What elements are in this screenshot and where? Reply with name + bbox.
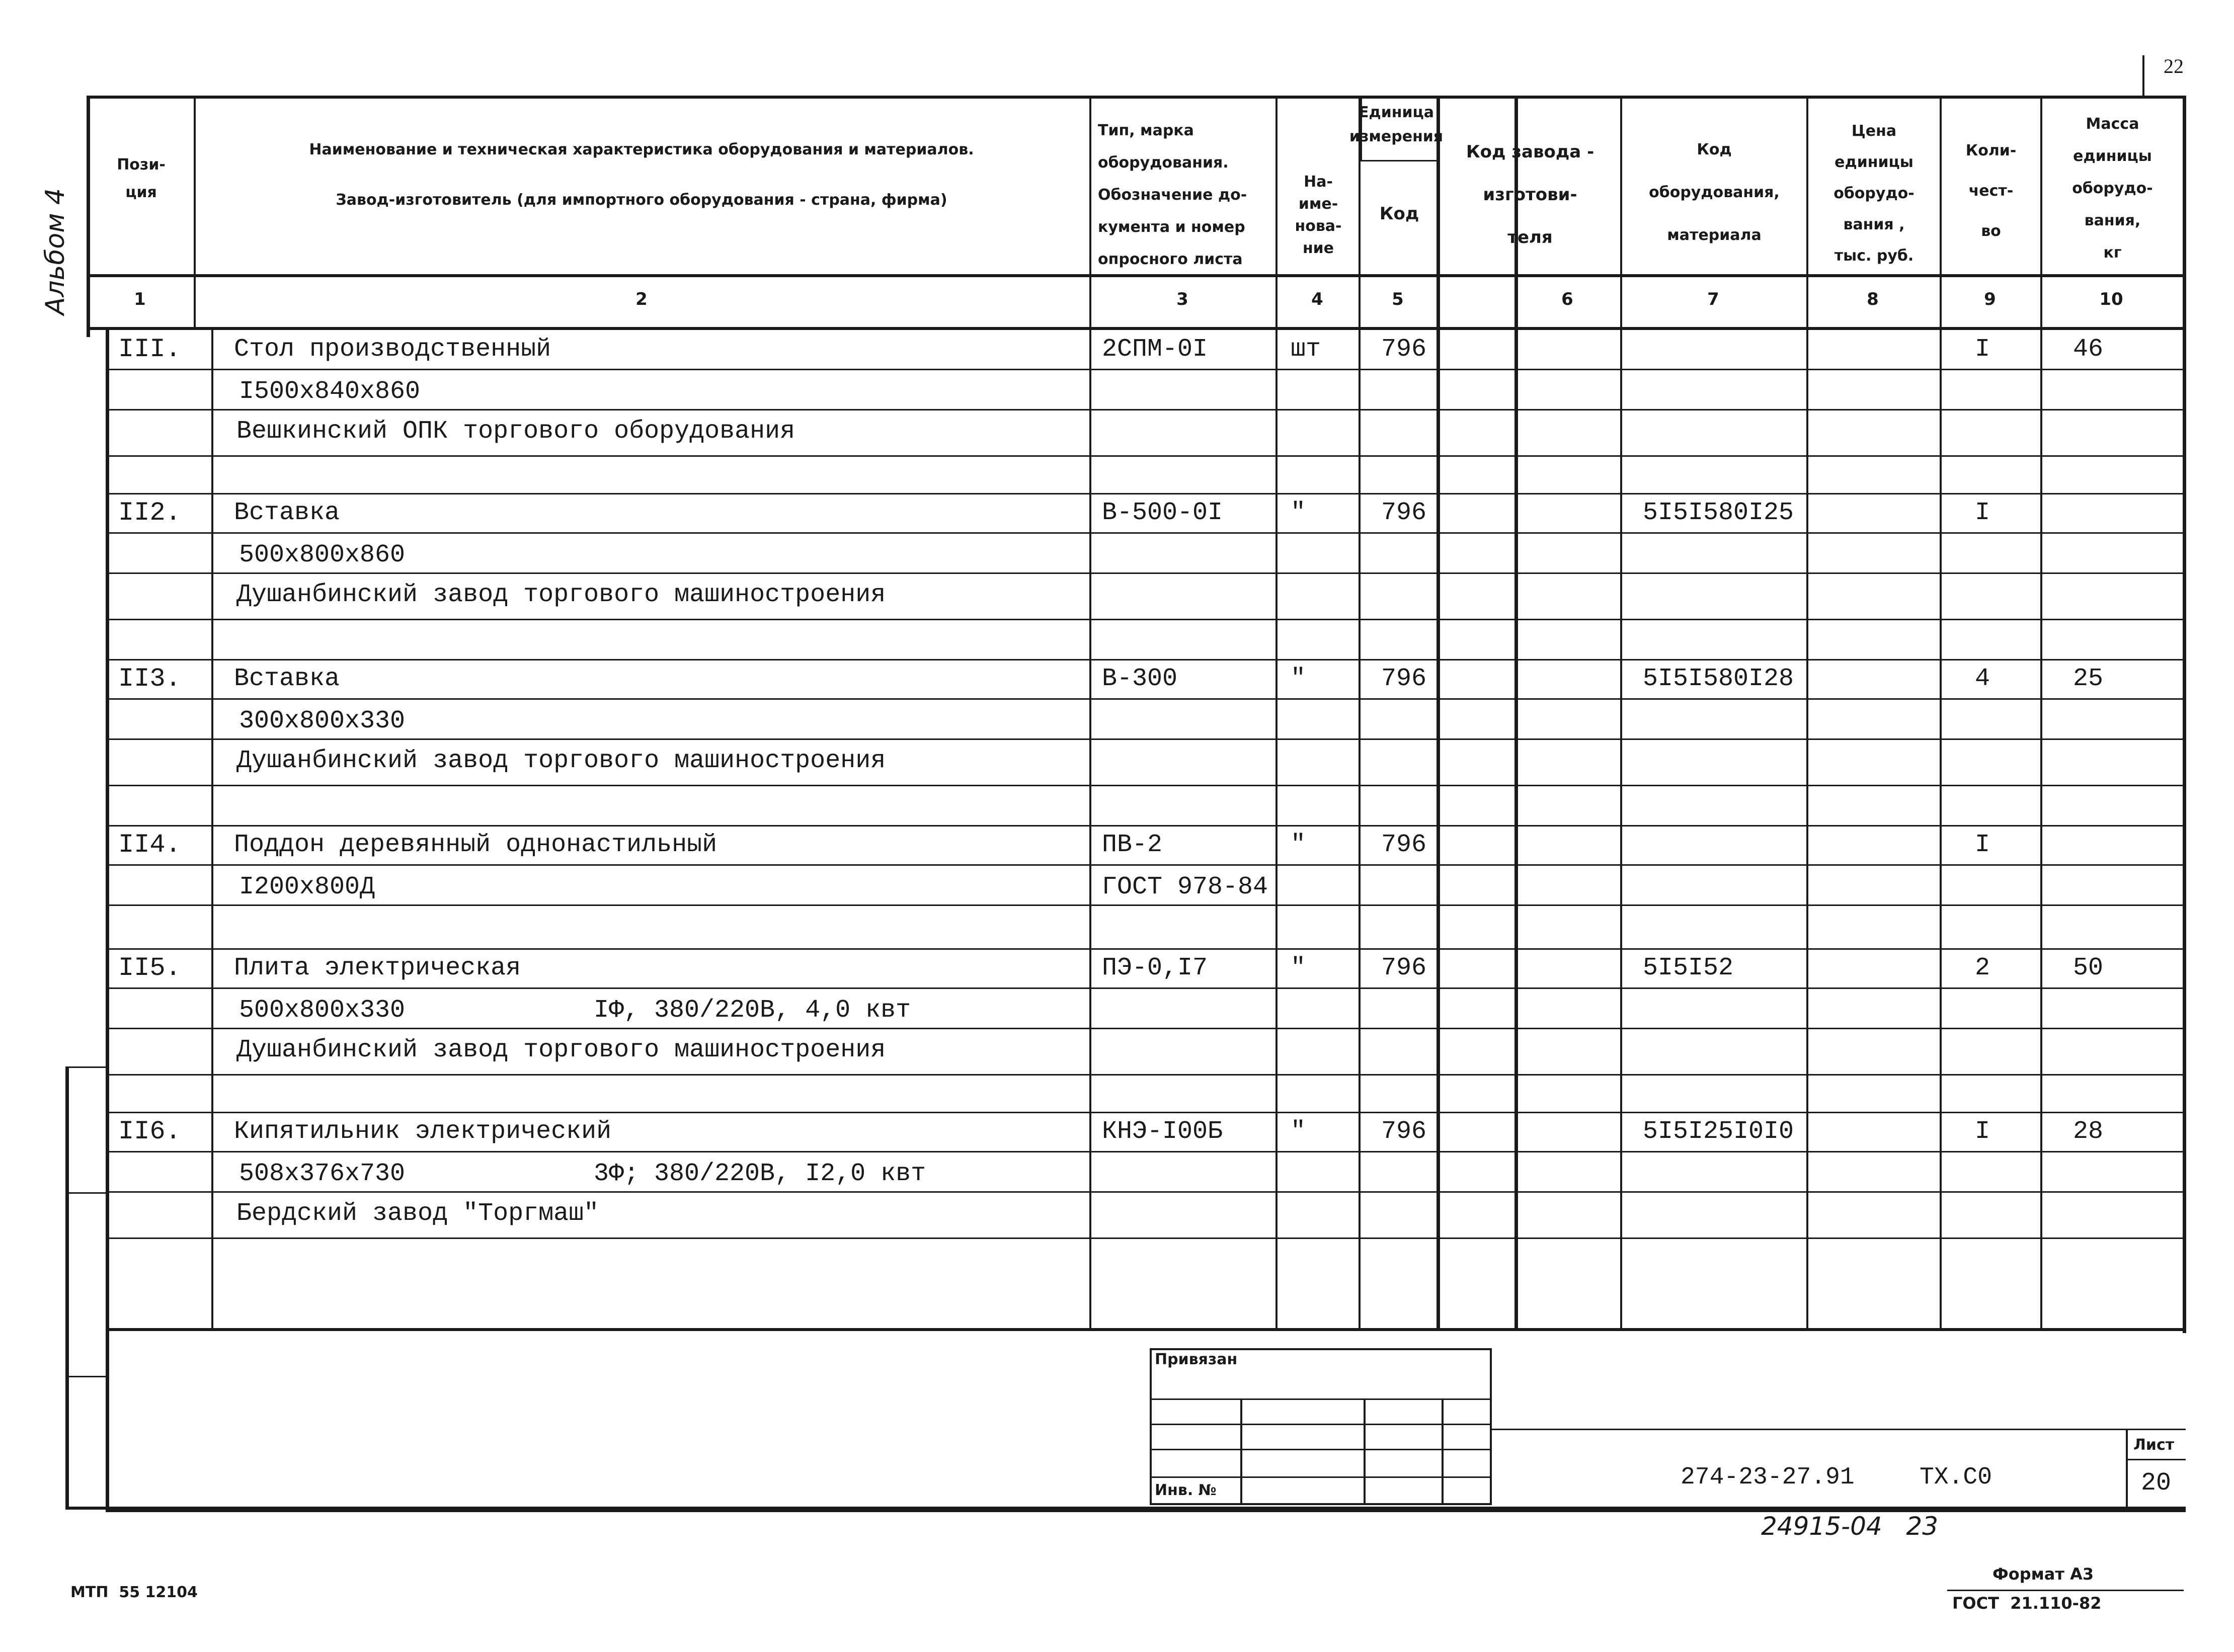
item-dimensions: I500x840x860 bbox=[239, 377, 421, 406]
item-dimensions: 300x800x330 bbox=[239, 707, 406, 735]
header-quantity: Коли- чест- во bbox=[1965, 142, 2017, 240]
item-position: II3. bbox=[118, 664, 181, 694]
item-dimensions: I200x800Д bbox=[239, 873, 375, 901]
column-number-3: 3 bbox=[1176, 289, 1188, 309]
item-unit-code: 796 bbox=[1381, 665, 1427, 693]
inventory-label: Инв. № bbox=[1155, 1481, 1217, 1499]
item-unit: " bbox=[1291, 831, 1306, 859]
sheet-number: 20 bbox=[2141, 1469, 2172, 1498]
item-name: Плита электрическая bbox=[234, 954, 521, 982]
item-position: II4. bbox=[118, 830, 181, 860]
header-position: Пози- ция bbox=[117, 156, 166, 201]
header-name-line2: Завод-изготовитель (для импортного оборудования - страна, фирма) bbox=[336, 191, 947, 209]
item-quantity: I bbox=[1975, 335, 1990, 364]
item-dimensions: 500x800x860 bbox=[239, 541, 406, 569]
item-manufacturer: Вешкинский ОПК торгового оборудования bbox=[236, 417, 795, 446]
column-number-4: 4 bbox=[1311, 289, 1323, 309]
footer-format: Формат А3 bbox=[1992, 1564, 2094, 1584]
item-position: II2. bbox=[118, 498, 181, 528]
header-unit-name: На- име- нова- ние bbox=[1295, 173, 1342, 257]
item-type: КНЭ-I00Б bbox=[1102, 1117, 1223, 1146]
column-number-6: 6 bbox=[1561, 289, 1573, 309]
column-number-1: 1 bbox=[134, 289, 146, 309]
document-suffix: ТХ.С0 bbox=[1920, 1464, 1992, 1491]
item-unit: " bbox=[1291, 1117, 1306, 1146]
item-position: III. bbox=[118, 335, 181, 364]
item-mass: 28 bbox=[2073, 1117, 2104, 1146]
item-electrical-specs: IФ, 380/220В, 4,0 квт bbox=[594, 996, 911, 1025]
item-quantity: I bbox=[1975, 1117, 1990, 1146]
item-equipment-code: 5I5I580I28 bbox=[1643, 665, 1794, 693]
item-unit-code: 796 bbox=[1381, 954, 1427, 982]
item-unit: " bbox=[1291, 954, 1306, 982]
item-unit-code: 796 bbox=[1381, 499, 1427, 527]
item-quantity: 4 bbox=[1975, 665, 1990, 693]
item-name: Кипятильник электрический bbox=[234, 1117, 612, 1146]
column-number-5: 5 bbox=[1392, 289, 1404, 309]
item-equipment-code: 5I5I580I25 bbox=[1643, 499, 1794, 527]
item-name: Вставка bbox=[234, 499, 340, 527]
page-number-mark bbox=[2142, 55, 2144, 96]
item-unit: " bbox=[1291, 665, 1306, 693]
header-unit-group: Единица измерения bbox=[1349, 104, 1444, 145]
column-number-2: 2 bbox=[635, 289, 648, 309]
footer-left-code: МТП 55 12104 bbox=[70, 1584, 198, 1601]
item-dimensions: 508x376x730 bbox=[239, 1160, 406, 1188]
item-unit: " bbox=[1291, 499, 1306, 527]
header-name-line1: Наименование и техническая характеристика оборудования и материалов. bbox=[309, 141, 974, 158]
bound-label: Привязан bbox=[1155, 1351, 1238, 1368]
column-number-7: 7 bbox=[1707, 289, 1719, 309]
item-type: 2СПМ-0I bbox=[1102, 335, 1208, 364]
header-price: Цена единицы оборудо- вания , тыс. руб. bbox=[1833, 122, 1914, 265]
item-electrical-specs: 3Ф; 380/220В, I2,0 квт bbox=[594, 1160, 926, 1188]
item-mass: 50 bbox=[2073, 954, 2104, 982]
footer-gost: ГОСТ 21.110-82 bbox=[1952, 1594, 2102, 1613]
item-type: ПЭ-0,I7 bbox=[1102, 954, 1208, 982]
item-type: В-500-0I bbox=[1102, 499, 1223, 527]
item-unit-code: 796 bbox=[1381, 335, 1427, 364]
header-equipment-code: Код оборудования, материала bbox=[1649, 141, 1780, 244]
page-number: 22 bbox=[2164, 55, 2184, 77]
item-position: II6. bbox=[118, 1117, 181, 1146]
item-unit-code: 796 bbox=[1381, 1117, 1427, 1146]
item-type: В-300 bbox=[1102, 665, 1178, 693]
header-mass: Масса единицы оборудо- вания, кг bbox=[2072, 115, 2153, 262]
item-name: Поддон деревянный однонастильный bbox=[234, 831, 717, 859]
item-manufacturer: Душанбинский завод торгового машиностроения bbox=[236, 747, 886, 775]
header-unit-code: Код bbox=[1379, 204, 1419, 224]
item-unit: шт bbox=[1291, 335, 1321, 364]
item-mass: 46 bbox=[2073, 335, 2104, 364]
item-manufacturer: Душанбинский завод торгового машиностроения bbox=[236, 581, 886, 609]
item-manufacturer: Душанбинский завод торгового машиностроения bbox=[236, 1036, 886, 1064]
item-unit-code: 796 bbox=[1381, 831, 1427, 859]
column-number-8: 8 bbox=[1867, 289, 1879, 309]
item-name: Стол производственный bbox=[234, 335, 551, 364]
album-label: Альбом 4 bbox=[40, 188, 70, 315]
item-manufacturer: Бердский завод "Торгмаш" bbox=[236, 1199, 599, 1228]
item-type: ПВ-2 bbox=[1102, 831, 1163, 859]
document-code: 274-23-27.91 bbox=[1681, 1464, 1855, 1491]
item-equipment-code: 5I5I52 bbox=[1643, 954, 1734, 982]
handwritten-number: 24915-04 23 bbox=[1761, 1512, 1939, 1541]
item-mass: 25 bbox=[2073, 665, 2104, 693]
sheet-label: Лист bbox=[2133, 1436, 2175, 1454]
header-plant-code: Код завода - изготови- теля bbox=[1466, 142, 1594, 247]
item-name: Вставка bbox=[234, 665, 340, 693]
item-quantity: I bbox=[1975, 831, 1990, 859]
header-type: Тип, марка оборудования. Обозначение до- кумента и номер опросного листа bbox=[1098, 122, 1247, 268]
column-number-10: 10 bbox=[2099, 289, 2123, 309]
item-quantity: I bbox=[1975, 499, 1990, 527]
item-quantity: 2 bbox=[1975, 954, 1990, 982]
column-number-9: 9 bbox=[1984, 289, 1996, 309]
item-equipment-code: 5I5I25I0I0 bbox=[1643, 1117, 1794, 1146]
item-position: II5. bbox=[118, 953, 181, 983]
item-type-extra: ГОСТ 978-84 bbox=[1102, 873, 1268, 901]
item-dimensions: 500x800x330 bbox=[239, 996, 406, 1025]
